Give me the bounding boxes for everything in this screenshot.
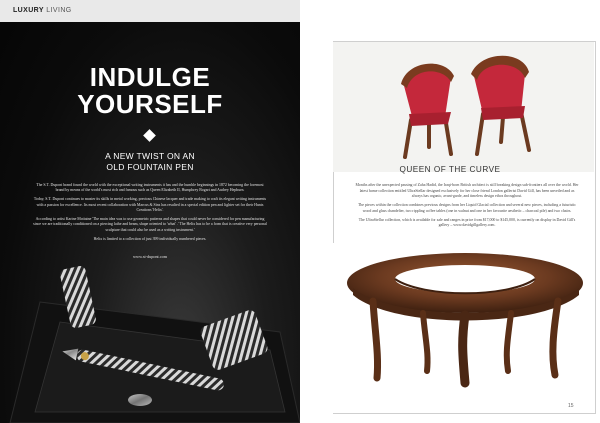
body-paragraph: Helix is limited to a collection of just 399 individually numbered pieces. xyxy=(93,236,207,241)
body-paragraph: Today, S.T. Dupont continues to master its skills in metal working, precious Chinese lacquer and trade making to craft its elegant writing instruments with a passion for excellence. Its most recent collaboration with Marcus & Sins has resulted in a special edition pen and lighter set for their Hunts Creations 'Helix'. xyxy=(33,197,267,213)
right-page xyxy=(300,0,600,423)
body-paragraph: The pieces within the collection combines previous designs from her Liquid Glacial collection and several new pieces, including a futuristic wood and glass chandelier, two rippling coffee tables (one in walnut and one in her favourite aesthetic – charcoal pile) and two chairs. xyxy=(357,203,577,213)
section-header-bar xyxy=(0,0,300,22)
article-body xyxy=(32,183,268,246)
page-number: 15 xyxy=(568,403,574,409)
ultrastellar-table-photo xyxy=(333,243,593,413)
section-label-thin: LIVING xyxy=(46,7,72,14)
title-line-2: YOURSELF xyxy=(77,89,223,119)
helix-pen-set-photo xyxy=(0,262,300,423)
article-body-right xyxy=(354,183,580,232)
body-paragraph: Months after the unexpected passing of Zaha Hadid, the Iraqi-born British architect is still breaking design sub-frontiers all over the world. Her latest home collection entitled UltraStellar designed exclusively for her close friend London gallerist David Gill, has been unveiled and as always has organic, avant-garde, and timeless design ethos throughout. xyxy=(355,183,579,198)
diamond-ornament-icon xyxy=(143,129,156,142)
body-paragraph: According to artist Karine Mottaine 'The main idea was to use geometric patterns and shapes that could never be considered for pen manufacturing since we are traditionally conditioned on a piercing lathe and beam, shape oriented to 'what' .' The Helix has to be a form that is creative very personal sculpture that could also be used as a writing instrument.' xyxy=(33,217,267,232)
title-line-1: INDULGE xyxy=(89,62,211,92)
article-heading: QUEEN OF THE CURVE xyxy=(399,165,501,174)
subtitle-line-2: OLD FOUNTAIN PEN xyxy=(106,162,194,172)
body-paragraph: The S.T. Dupont brand found the world with the exceptional writing instruments it has and the humble beginnings in 1872 becoming the foremost brand by means of the world's most rich and famous such as Queen Elizabeth II, Humphrey Bogart and Audrey Hepburn. xyxy=(36,183,264,193)
ultrastellar-chairs-photo xyxy=(333,42,594,172)
article-subtitle xyxy=(0,151,300,173)
body-paragraph: The UltraStellar collection, which is available for sale and ranges in price from $17,000 to $145,000, is currently on display in David Gill's gallery – www.davidgillgallery.com. xyxy=(358,217,576,227)
article-title xyxy=(0,64,300,118)
section-label xyxy=(13,7,72,14)
subtitle-line-1: A NEW TWIST ON AN xyxy=(105,151,195,161)
brand-website: www.st-dupont.com xyxy=(133,254,167,259)
section-label-bold: LUXURY xyxy=(13,7,44,14)
